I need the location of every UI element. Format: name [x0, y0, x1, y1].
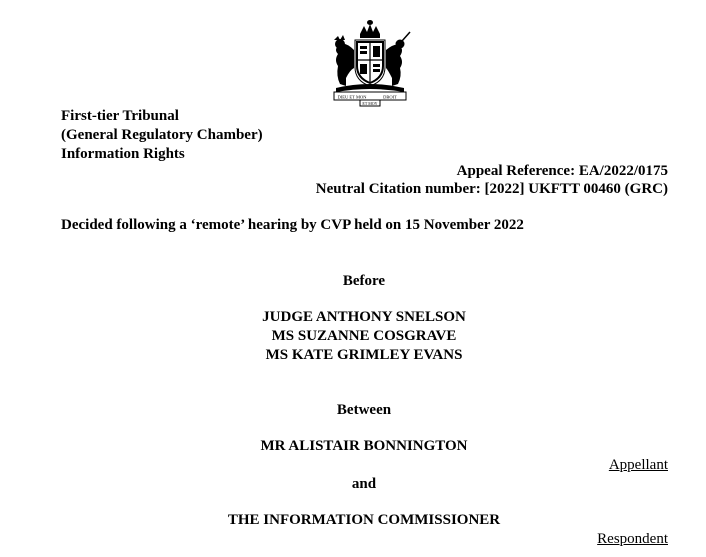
appellant-name: MR ALISTAIR BONNINGTON [260, 438, 468, 454]
panel-member: MS SUZANNE COSGRAVE [271, 328, 457, 344]
respondent-role: Respondent [597, 531, 668, 547]
motto-left: DIEU ET MON [337, 94, 367, 100]
respondent-name: THE INFORMATION COMMISSIONER [227, 512, 501, 528]
tribunal-jurisdiction: Information Rights [61, 146, 185, 162]
between-label: Between [336, 402, 392, 418]
royal-coat-of-arms-icon [326, 20, 414, 108]
neutral-citation: Neutral Citation number: [2022] UKFTT 00460 (GRC) [315, 181, 668, 197]
appeal-reference: Appeal Reference: EA/2022/0175 [456, 163, 668, 179]
tribunal-header [61, 107, 263, 164]
tribunal-chamber: (General Regulatory Chamber) [61, 127, 263, 143]
motto-bottom: ET MOY [362, 101, 378, 106]
decided-line: Decided following a ‘remote’ hearing by CVP held on 15 November 2022 [61, 217, 524, 233]
panel-member: MS KATE GRIMLEY EVANS [265, 347, 463, 363]
motto-right: DROIT [383, 94, 397, 100]
appellant-role: Appellant [608, 457, 668, 473]
before-label: Before [342, 273, 386, 289]
and-label: and [351, 476, 377, 492]
tribunal-name: First-tier Tribunal [61, 108, 179, 124]
panel-member: JUDGE ANTHONY SNELSON [262, 309, 466, 325]
